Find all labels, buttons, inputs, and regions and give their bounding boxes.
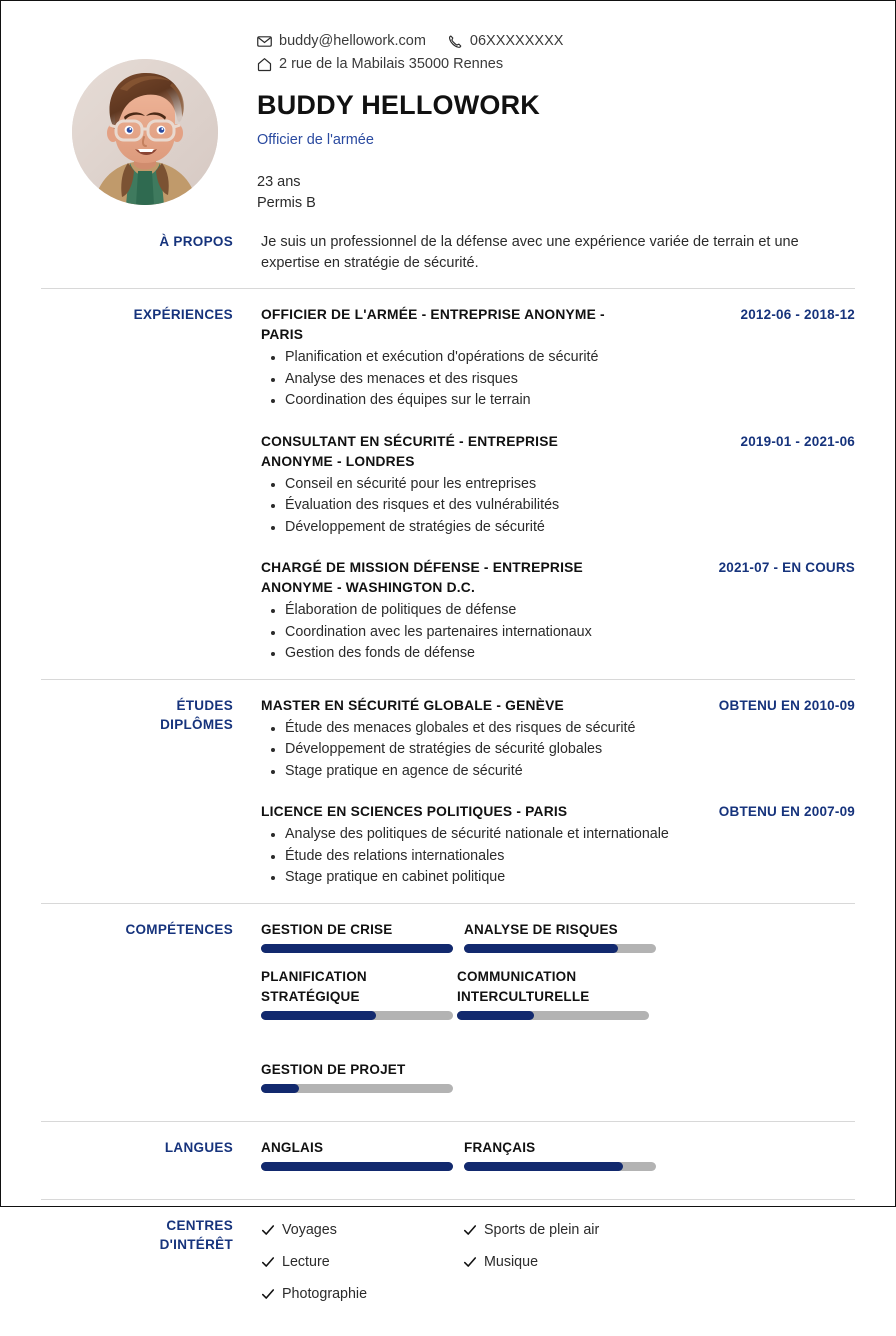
skill-bar-fill [261,1084,299,1093]
section-label-interests-line2: D'INTÉRÊT [159,1236,233,1252]
interest-item [261,1248,463,1276]
interests-body [249,1216,855,1312]
about-text: Je suis un professionnel de la défense avec une expérience variée de terrain et une expertise en stratégie de sécurité. [261,234,799,271]
skill-bar-fill [457,1011,534,1020]
skill-bar [261,1011,453,1020]
entry-head [261,305,855,345]
skill-bar-fill [261,944,453,953]
interest-item [261,1216,463,1244]
language-bar-fill [464,1162,623,1171]
entry-bullets [261,824,855,889]
entry-head [261,432,855,472]
contact-email-text: buddy@hellowork.com [279,33,426,49]
language-item [464,1138,660,1171]
education-entry [261,802,855,889]
interest-label: Musique [484,1253,539,1270]
bullet-item: Analyse des menaces et des risques [283,369,855,391]
entry-head [261,802,855,822]
education-body [249,696,855,889]
bullet-item: Planification et exécution d'opérations de sécurité [283,347,855,369]
entry-date: OBTENU EN 2007-09 [718,804,855,819]
about-body [249,232,855,274]
bullet-item: Développement de stratégies de sécurité globales [283,739,855,761]
bullet-item: Gestion des fonds de défense [283,643,855,665]
check-icon [261,1287,275,1301]
interest-item [261,1280,463,1308]
entry-bullets [261,718,855,783]
bullet-item: Étude des relations internationales [283,846,855,868]
home-icon [257,57,272,72]
section-label-skills: COMPÉTENCES [125,921,233,937]
skill-item [261,920,457,953]
language-bar-fill [261,1162,453,1171]
skill-name: ANALYSE DE RISQUES [464,921,618,937]
cv-header [41,31,855,214]
avatar [72,59,218,205]
entry-bullets [261,347,855,412]
entry-title: CHARGÉ DE MISSION DÉFENSE - ENTREPRISE ANONYME - WASHINGTON D.C. [261,560,583,595]
entry-title: OFFICIER DE L'ARMÉE - ENTREPRISE ANONYME - PARIS [261,307,605,342]
experience-entry [261,305,855,412]
skill-name: COMMUNICATION INTERCULTURELLE [457,968,590,1004]
skill-bar [464,944,656,953]
bullet-item: Élaboration de politiques de défense [283,600,855,622]
contact-email[interactable] [257,31,426,52]
personal-meta [257,172,855,214]
experiences-body [249,305,855,665]
contact-address[interactable] [257,54,503,75]
avatar-column [41,31,249,205]
language-item [261,1138,457,1171]
entry-head [261,696,855,716]
interests-grid [261,1216,855,1312]
skills-body [249,920,855,1107]
contact-address-text: 2 rue de la Mabilais 35000 Rennes [279,56,504,72]
entry-title: CONSULTANT EN SÉCURITÉ - ENTREPRISE ANONYME - LONDRES [261,433,559,469]
skill-name: GESTION DE PROJET [261,1061,406,1077]
header-main [249,31,855,214]
interest-label: Sports de plein air [484,1221,600,1238]
skills-grid [261,920,855,1107]
section-label-education-line1: ÉTUDES [176,697,233,713]
skill-item [464,920,660,953]
language-name: FRANÇAIS [464,1139,536,1155]
age-text: 23 ans [257,174,301,190]
section-interests [41,1199,855,1326]
bullet-item: Étude des menaces globales et des risques de sécurité [283,718,855,740]
section-label-about: À PROPOS [159,234,233,249]
section-education [41,679,855,903]
entry-title: MASTER EN SÉCURITÉ GLOBALE - GENÈVE [261,697,564,713]
bullet-item: Stage pratique en agence de sécurité [283,761,855,783]
entry-bullets [261,600,855,665]
bullet-item: Coordination avec les partenaires internationaux [283,622,855,644]
avatar-illustration-icon [72,59,218,205]
entry-head [261,558,855,598]
entry-date: 2021-07 - EN COURS [718,560,855,575]
phone-icon [448,34,463,49]
check-icon [261,1223,275,1237]
language-bar [464,1162,656,1171]
interest-item [463,1216,665,1244]
section-experiences [41,288,855,679]
bullet-item: Développement de stratégies de sécurité [283,517,855,539]
languages-grid [261,1138,855,1185]
skill-bar [457,1011,649,1020]
section-skills [41,903,855,1121]
section-label-languages: LANGUES [164,1139,233,1155]
check-icon [261,1255,275,1269]
entry-date: OBTENU EN 2010-09 [718,697,855,713]
skill-item [261,967,457,1020]
interest-label: Photographie [282,1285,368,1302]
section-about [41,214,855,288]
contact-phone[interactable] [448,31,564,52]
page-title: BUDDY HELLOWORK [257,90,540,120]
job-title: Officier de l'armée [257,132,374,148]
language-bar [261,1162,453,1171]
contact-line-2 [257,54,855,75]
entry-title: LICENCE EN SCIENCES POLITIQUES - PARIS [261,804,568,819]
section-languages [41,1121,855,1199]
skill-bar-fill [261,1011,376,1020]
skill-bar [261,944,453,953]
skill-item [457,967,653,1020]
contact-line-1 [257,31,855,52]
bullet-item: Coordination des équipes sur le terrain [283,390,855,412]
section-label-interests-line1: CENTRES [166,1217,233,1233]
languages-body [249,1138,855,1185]
language-name: ANGLAIS [261,1139,324,1155]
bullet-item: Évaluation des risques et des vulnérabilités [283,495,855,517]
education-entry [261,696,855,783]
entry-date: 2019-01 - 2021-06 [740,433,855,449]
interest-item [463,1248,665,1276]
license-text: Permis B [257,195,316,211]
section-label-education [41,696,249,734]
skill-item [261,1034,457,1093]
skill-bar [261,1084,453,1093]
skill-name: PLANIFICATION STRATÉGIQUE [261,968,367,1004]
section-label-interests [41,1216,249,1254]
bullet-item: Analyse des politiques de sécurité nationale et internationale [283,824,855,846]
entry-bullets [261,474,855,539]
interest-label: Voyages [282,1221,337,1238]
section-label-experiences: EXPÉRIENCES [133,307,233,322]
interest-label: Lecture [282,1253,330,1270]
section-label-education-line2: DIPLÔMES [160,716,233,732]
skill-bar-fill [464,944,618,953]
skill-name: GESTION DE CRISE [261,921,393,937]
contact-phone-text: 06XXXXXXXX [469,33,564,49]
bullet-item: Stage pratique en cabinet politique [283,867,855,889]
entry-date: 2012-06 - 2018-12 [740,307,855,322]
envelope-icon [257,34,272,49]
check-icon [463,1223,477,1237]
bullet-item: Conseil en sécurité pour les entreprises [283,474,855,496]
check-icon [463,1255,477,1269]
experience-entry [261,432,855,539]
experience-entry [261,558,855,665]
